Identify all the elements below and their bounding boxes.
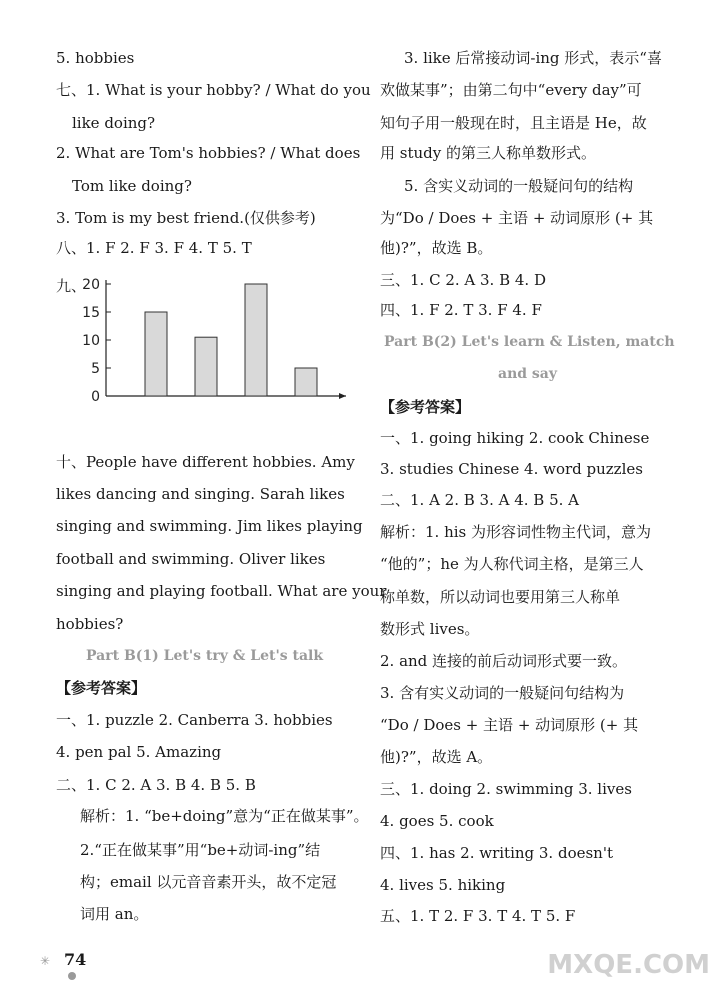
explanation-line: “他的”；he 为人称代词主格，是第三人: [380, 555, 644, 573]
answer-line: 一、1. going hiking 2. cook Chinese: [380, 429, 650, 447]
answer-line: 八、1. F 2. F 3. F 4. T 5. T: [56, 239, 252, 257]
answer-line: 七、1. What is your hobby? / What do you: [56, 81, 371, 99]
explanation-line: 解析：1. “be+doing”意为“正在做某事”。: [80, 807, 369, 825]
watermark: MXQE.COM: [547, 950, 710, 980]
y-tick-label: 20: [82, 277, 100, 293]
answer-line: likes dancing and singing. Sarah likes: [56, 485, 345, 503]
explanation-line: 用 study 的第三人称单数形式。: [380, 144, 596, 162]
answer-line: 2. What are Tom's hobbies? / What does: [56, 144, 361, 162]
answer-line: 3. Tom is my best friend.(仅供参考): [56, 209, 316, 227]
star-icon: ✳: [40, 954, 51, 968]
answer-line: 5. hobbies: [56, 49, 135, 67]
bar: [195, 337, 217, 396]
explanation-line: 欢做某事”；由第二句中“every day”可: [380, 81, 642, 99]
answer-line: Tom like doing?: [72, 177, 192, 195]
explanation-line: 词用 an。: [80, 905, 149, 923]
answer-line: 四、1. F 2. T 3. F 4. F: [380, 301, 542, 319]
chart-section-label: 九、: [56, 277, 87, 295]
answer-line: 4. goes 5. cook: [380, 812, 494, 830]
y-tick-label: 10: [82, 333, 100, 349]
y-tick-label: 5: [91, 361, 100, 377]
answer-line: football and swimming. Oliver likes: [56, 550, 326, 568]
y-tick-label: 15: [82, 305, 100, 321]
x-axis-arrow: [339, 393, 346, 399]
explanation-line: 数形式 lives。: [380, 620, 480, 638]
answer-line: singing and swimming. Jim likes playing: [56, 517, 363, 535]
answer-line: 四、1. has 2. writing 3. doesn't: [380, 844, 613, 862]
explanation-line: 为“Do / Does + 主语 + 动词原形 (+ 其: [380, 209, 654, 227]
answer-line: 4. pen pal 5. Amazing: [56, 743, 222, 761]
page-number: 74: [64, 950, 87, 969]
bar: [295, 368, 317, 396]
answer-line: 十、People have different hobbies. Amy: [56, 453, 355, 471]
answer-line: 二、1. C 2. A 3. B 4. B 5. B: [56, 776, 256, 794]
explanation-line: 3. 含有实义动词的一般疑问句结构为: [380, 684, 625, 702]
bar-chart: [70, 270, 360, 420]
y-tick-label: 0: [91, 389, 100, 405]
answer-line: 三、1. doing 2. swimming 3. lives: [380, 780, 632, 798]
explanation-line: 他)?”，故选 B。: [380, 239, 493, 257]
answer-line: like doing?: [72, 114, 156, 132]
bar: [145, 312, 167, 396]
decorative-dot: [68, 972, 76, 980]
answer-line: singing and playing football. What are your: [56, 582, 387, 600]
answer-line: 三、1. C 2. A 3. B 4. D: [380, 271, 546, 289]
explanation-line: 他)?”，故选 A。: [380, 748, 493, 766]
explanation-line: 2. and 连接的前后动词形式要一致。: [380, 652, 628, 670]
explanation-line: 解析：1. his 为形容词性物主代词，意为: [380, 523, 652, 541]
answer-line: 4. lives 5. hiking: [380, 876, 506, 894]
bar: [245, 284, 267, 396]
answer-line: 五、1. T 2. F 3. T 4. T 5. F: [380, 907, 576, 925]
answer-line: 3. studies Chinese 4. word puzzles: [380, 460, 643, 478]
section-heading: Part B(1) Let's try & Let's talk: [86, 648, 324, 664]
explanation-line: 3. like 后常接动词-ing 形式，表示“喜: [404, 49, 662, 67]
explanation-line: 2.“正在做某事”用“be+动词-ing”结: [80, 841, 321, 859]
section-heading: and say: [498, 366, 558, 382]
explanation-line: “Do / Does + 主语 + 动词原形 (+ 其: [380, 716, 639, 734]
reference-answer-heading: 【参考答案】: [380, 398, 471, 416]
answer-line: 二、1. A 2. B 3. A 4. B 5. A: [380, 491, 580, 509]
explanation-line: 5. 含实义动词的一般疑问句的结构: [404, 177, 634, 195]
answer-line: hobbies?: [56, 615, 124, 633]
section-heading: Part B(2) Let's learn & Listen, match: [384, 334, 675, 350]
explanation-line: 称单数，所以动词也要用第三人称单: [380, 588, 621, 606]
reference-answer-heading: 【参考答案】: [56, 679, 147, 697]
answer-line: 一、1. puzzle 2. Canberra 3. hobbies: [56, 711, 333, 729]
explanation-line: 知句子用一般现在时，且主语是 He，故: [380, 114, 647, 132]
explanation-line: 构；email 以元音音素开头，故不定冠: [80, 873, 337, 891]
